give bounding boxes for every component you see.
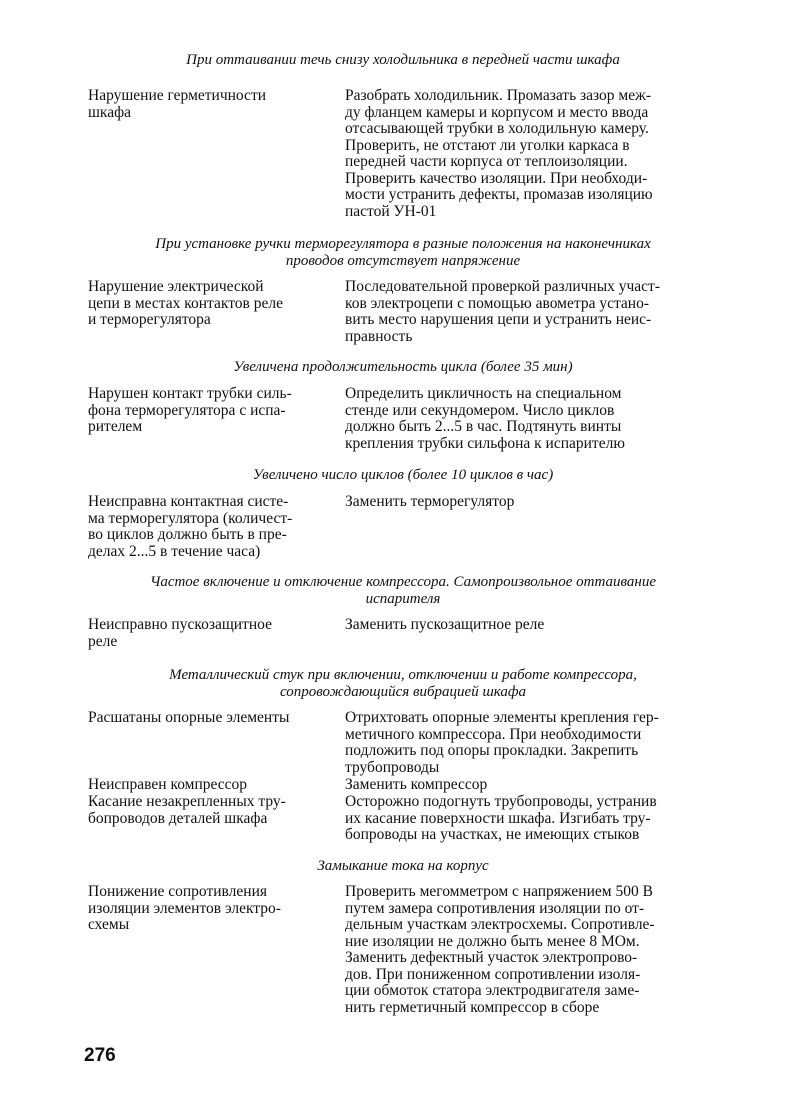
fault-remedy: Определить цикличность на специальном стенде или секундомером. Число циклов должно быть 2...5 в час. Подтянуть винты крепления трубки сильфона к испарителю — [345, 385, 625, 452]
fault-cause: Нарушение герметичности шкафа — [88, 87, 267, 121]
fault-remedy: Отрихтовать опорные элементы крепления гер- метичного компрессора. При необходимости подложить под опоры прокладки. Закрепить трубопроводы — [345, 709, 659, 776]
section-heading: Металлический стук при включении, отключении и работе компрессора, сопровождающийся вибрацией шкафа — [169, 667, 637, 700]
fault-remedy: Разобрать холодильник. Промазать зазор меж- ду фланцем камеры и корпусом и место ввода отсасывающей трубки в холодильную камеру. Проверить, не отстают ли уголки каркаса в передней части корпуса от теплоизоляции. Проверить качество изоляции. При необходи- мости устранить дефекты, промазав изоляцию пастой УН-01 — [345, 87, 653, 220]
section-heading: Увеличено число циклов (более 10 циклов в час) — [252, 467, 554, 483]
fault-cause: Понижение сопротивления изоляции элементов электро- схемы — [88, 883, 281, 933]
fault-remedy: Проверить мегомметром с напряжением 500 В путем замера сопротивления изоляции по от- дельным участкам электросхемы. Сопротивле- ние изоляции не должно быть менее 8 МОм. Заменить дефектный участок электропрово- дов. При пониженном сопротивлении изоля- ции обмоток статора электродвигателя заме- нить герметичный компрессор в сборе — [345, 883, 655, 1016]
section-heading: При установке ручки терморегулятора в разные положения на наконечниках проводов отсутствует напряжение — [155, 236, 651, 269]
section-heading: Увеличена продолжительность цикла (более 35 мин) — [233, 359, 573, 375]
fault-cause: Расшатаны опорные элементы — [88, 709, 290, 726]
page-number: 276 — [84, 1045, 116, 1066]
fault-cause: Касание незакрепленных тру- бопроводов деталей шкафа — [88, 793, 286, 827]
section-heading: Частое включение и отключение компрессора. Самопроизвольное оттаивание испарителя — [149, 574, 656, 607]
fault-remedy: Последовательной проверкой различных участ- ков электроцепи с помощью авометра устано- вить место нарушения цепи и устранить неис- правность — [345, 278, 660, 345]
fault-cause: Нарушен контакт трубки силь- фона терморегулятора с испа- рителем — [88, 385, 292, 435]
fault-remedy: Заменить терморегулятор — [345, 493, 515, 510]
fault-cause: Неисправна контактная систе- ма терморегулятора (количест- во циклов должно быть в пре- делах 2...5 в течение часа) — [88, 493, 293, 560]
fault-remedy: Осторожно подогнуть трубопроводы, устранив их касание поверхности шкафа. Изгибать тру- бопроводы на участках, не имеющих стыков — [345, 793, 657, 843]
fault-remedy: Заменить пускозащитное реле — [345, 616, 545, 633]
section-heading: Замыкание тока на корпус — [317, 858, 489, 874]
fault-cause: Неисправен компрессор — [88, 776, 248, 793]
section-heading: При оттаивании течь снизу холодильника в передней части шкафа — [186, 52, 620, 68]
fault-cause: Нарушение электрической цепи в местах контактов реле и терморегулятора — [88, 278, 283, 328]
fault-remedy: Заменить компрессор — [345, 776, 488, 793]
fault-cause: Неисправно пускозащитное реле — [88, 616, 272, 650]
